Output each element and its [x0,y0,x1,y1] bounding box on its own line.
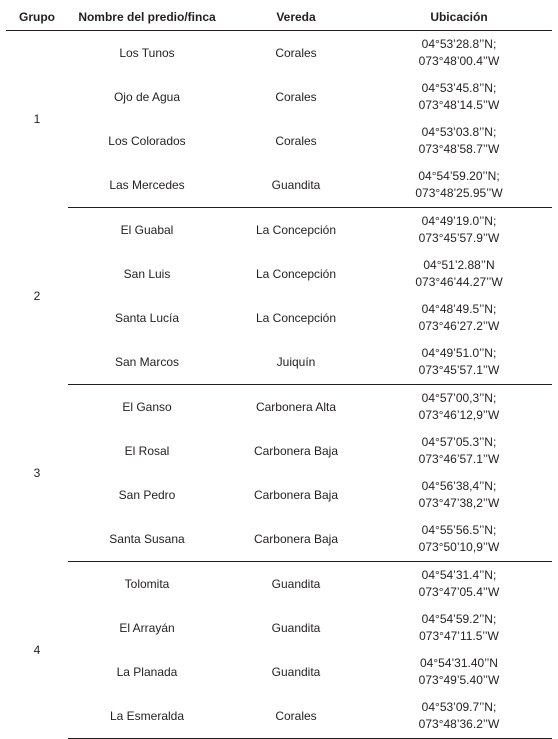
predio-name: Los Colorados [108,134,186,148]
longitude: 073°46’12,9’’W [418,408,500,422]
vereda-name: Guandita [226,163,366,208]
predio-name: Santa Lucía [114,311,180,325]
longitude: 073°48’00.4’’W [418,54,500,68]
latitude: 04°48’49.5’’N; [421,302,497,316]
table-row [6,517,552,562]
location-cell [366,473,552,517]
location-cell [366,650,552,694]
longitude: 073°48’14.5’’W [418,98,500,112]
table-header [6,4,552,31]
longitude: 073°46’44.27’’W [415,275,503,289]
longitude: 073°45’57.9’’W [418,231,500,245]
table-row [6,119,552,163]
vereda-name: Carbonera Baja [253,488,339,502]
table-row [6,694,552,739]
vereda-name: La Concepción [255,311,337,325]
latitude: 04°53’28.8’’N; [421,37,497,51]
table-row [6,163,552,208]
predio-name: El Ganso [122,400,172,414]
location-cell [366,296,552,340]
longitude: 073°46’57.1’’W [418,452,500,466]
longitude: 073°46’27.2’’W [418,319,500,333]
latitude: 04°54’31.4’’N; [421,568,497,582]
vereda-name: Corales [226,694,366,739]
location-cell [366,75,552,119]
vereda-name: Carbonera Alta [255,400,337,414]
group-number: 3 [33,466,41,480]
predio-name: Las Mercedes [68,163,226,208]
longitude: 073°50’10,9’’W [418,540,500,554]
vereda-name: Juiquín [226,340,366,385]
longitude: 073°48’58.7’’W [418,142,500,156]
vereda-name: La Concepción [255,223,337,237]
table-row [6,208,552,253]
longitude: 073°45’57.1’’W [418,363,500,377]
location-cell [366,340,552,385]
predio-name: San Pedro [118,488,176,502]
header-row [6,4,552,31]
location-cell [366,252,552,296]
predio-name: La Planada [116,665,178,679]
latitude: 04°54’59.20’’N; [418,169,500,183]
header-group: Grupo [6,4,68,31]
latitude: 04°55’56.5’’N; [421,523,497,537]
table-row [6,606,552,650]
location-cell [366,385,552,430]
longitude: 073°47’38,2’’W [418,496,500,510]
latitude: 04°53’09.7’’N; [421,700,497,714]
latitude: 04°51’2.88’’N [423,258,495,272]
latitude: 04°53’03.8’’N; [421,125,497,139]
vereda-name: Carbonera Baja [226,517,366,562]
longitude: 073°49’5.40’’W [418,673,500,687]
group-number: 2 [33,289,41,303]
group-number: 4 [33,643,41,657]
table-row [6,385,552,430]
location-cell [366,208,552,253]
predio-name: El Rosal [124,444,170,458]
predio-name: El Arrayán [119,621,175,635]
predio-name: La Esmeralda [68,694,226,739]
table-row [6,340,552,385]
location-cell [366,562,552,607]
predios-table [6,4,552,739]
location-cell [366,429,552,473]
location-cell [366,31,552,76]
location-cell [366,163,552,208]
vereda-name: Guandita [271,665,321,679]
table-row [6,562,552,607]
vereda-name: Guandita [271,621,321,635]
latitude: 04°49’19.0’’N; [421,214,497,228]
predio-name: Ojo de Agua [113,90,181,104]
table-row [6,429,552,473]
predio-name: San Luis [123,267,171,281]
header-vereda: Vereda [226,4,366,31]
table-row [6,296,552,340]
longitude: 073°48’25.95’’W [415,186,503,200]
vereda-name: La Concepción [255,267,337,281]
group-number: 1 [33,112,41,127]
latitude: 04°56’38,4’’N; [421,479,497,493]
table-row [6,252,552,296]
latitude: 04°49’51.0’’N; [421,346,497,360]
predio-name: San Marcos [68,340,226,385]
location-cell [366,119,552,163]
predio-name: Santa Susana [68,517,226,562]
latitude: 04°53’45.8’’N; [421,81,497,95]
header-location: Ubicación [366,4,552,31]
longitude: 073°48’36.2’’W [418,717,500,731]
location-cell [366,694,552,739]
table-body [6,31,552,739]
vereda-name: Guandita [271,577,321,591]
vereda-name: Corales [275,46,317,60]
vereda-name: Corales [275,134,317,148]
location-cell [366,517,552,562]
predio-name: Tolomita [124,577,170,591]
vereda-name: Carbonera Baja [253,444,339,458]
vereda-name: Corales [275,90,317,104]
latitude: 04°54’31.40’’N [420,656,498,670]
table-row [6,650,552,694]
predio-name: El Guabal [120,223,174,237]
latitude: 04°57’05.3’’N; [421,435,497,449]
location-cell [366,606,552,650]
predio-name: Los Tunos [119,46,175,60]
longitude: 073°47’11.5’’W [419,629,499,643]
latitude: 04°54’59.2’’N; [421,612,497,626]
header-name: Nombre del predio/finca [68,4,226,31]
table-row [6,75,552,119]
longitude: 073°47’05.4’’W [418,585,500,599]
latitude: 04°57’00,3’’N; [421,391,497,405]
table-row [6,473,552,517]
table-row [6,31,552,76]
